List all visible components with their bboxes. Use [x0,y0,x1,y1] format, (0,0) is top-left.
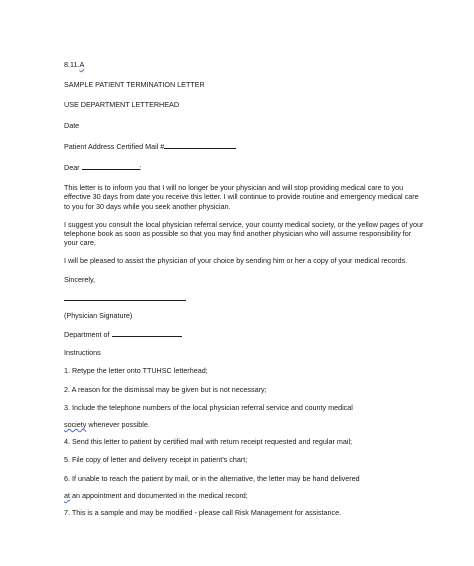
instruction-6-rest: an appointment and documented in the medical record; [70,490,248,500]
date-label: Date [64,120,80,130]
body-paragraph-2: I suggest you consult the local physician referral service, your county medical society, or the yellow pages of your telephone book as soon as possible so that you may find another physician who will assume responsibility for your care. [64,219,424,248]
patient-address-line [64,141,424,151]
instruction-item-1: 1. Retype the letter onto TTUHSC letterhead; [64,366,208,376]
salutation-label: Dear [64,163,80,173]
instruction-item-2: 2. A reason for the dismissal may be given but is not necessary; [64,384,267,394]
letter-title: SAMPLE PATIENT TERMINATION LETTER [64,80,205,90]
salutation-line [64,162,424,172]
instructions-heading: Instructions [64,348,101,358]
department-blank [112,329,182,337]
salutation-colon: : [139,163,142,173]
body-paragraph-3: I will be pleased to assist the physician of your choice by sending him or her a copy of your medical records. [64,256,408,266]
instruction-item-6-cont [64,491,424,500]
instruction-item-3-cont [64,420,424,429]
instruction-item-3: 3. Include the telephone numbers of the local physician referral service and county medical [64,402,353,412]
salutation-blank [82,162,142,173]
letterhead-note: USE DEPARTMENT LETTERHEAD [64,100,180,110]
address-blank [164,141,236,149]
letter-document [64,60,424,517]
instruction-3-rest: whenever possible. [86,420,150,430]
signature-line [64,299,186,301]
signature-label: (Physician Signature) [64,310,133,320]
instruction-item-4: 4. Send this letter to patient by certified mail with return receipt requested and regular mail; [64,437,353,447]
section-letter: A [79,60,85,69]
instruction-6-at: at [64,490,70,500]
patient-address-label: Patient Address Certified Mail # [64,141,165,151]
instruction-3-society: society [64,420,87,430]
section-number-text: 8.11. [64,60,80,69]
department-label: Department of [64,330,110,340]
instruction-item-6: 6. If unable to reach the patient by mail, or in the alternative, the letter may be hand delivered [64,473,360,483]
instruction-item-5: 5. File copy of letter and delivery receipt in patient’s chart; [64,455,248,465]
instruction-item-7: 7. This is a sample and may be modified - please call Risk Management for assistance. [64,508,342,518]
department-line [64,329,424,339]
body-paragraph-1: This letter is to inform you that I will no longer be your physician and will stop providing medical care to you effective 30 days from date you receive this letter. I will continue to provide routine and emergency medical care to you for 30 days while you seek another physician. [64,183,419,211]
section-number [64,60,424,69]
closing: Sincerely, [64,274,96,284]
